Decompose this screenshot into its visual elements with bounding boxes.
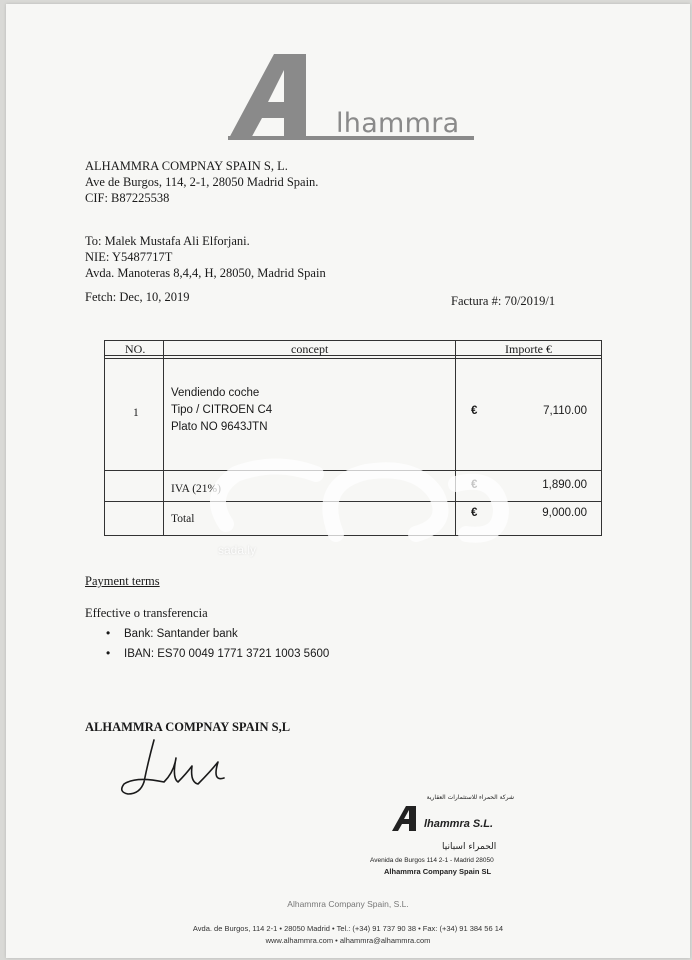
item-number: 1 xyxy=(133,407,139,419)
payment-iban: • IBAN: ES70 0049 1771 3721 1003 5600 xyxy=(106,644,329,664)
stamp-arabic-name: الحمراء اسبانيا xyxy=(442,842,497,852)
footer-company-name: Alhammra Company Spain, S.L. xyxy=(287,899,409,909)
company-cif: CIF: B87225538 xyxy=(85,191,170,205)
company-stamp xyxy=(366,794,526,884)
stamp-logo-icon xyxy=(392,804,422,832)
item-line: Vendiendo coche xyxy=(171,387,260,399)
payment-terms-title: Payment terms xyxy=(85,574,160,588)
iva-currency: € xyxy=(471,479,478,491)
payment-details xyxy=(106,624,329,664)
invoice-table xyxy=(104,340,602,536)
payment-bank: • Bank: Santander bank xyxy=(106,624,329,644)
table-divider xyxy=(163,341,164,535)
table-divider xyxy=(105,501,601,502)
header-concept: concept xyxy=(291,342,329,356)
stamp-name: lhammra S.L. xyxy=(424,818,494,830)
payment-method: Effective o transferencia xyxy=(85,606,208,620)
total-amount: 9,000.00 xyxy=(542,507,587,519)
header-no: NO. xyxy=(125,342,146,356)
recipient-name: To: Malek Mustafa Ali Elforjani. xyxy=(85,234,250,248)
stamp-address: Avenida de Burgos 114 2-1 - Madrid 28050 xyxy=(370,857,494,864)
invoice-date: Fetch: Dec, 10, 2019 xyxy=(85,290,190,304)
table-divider xyxy=(105,358,601,359)
stamp-company: Alhammra Company Spain SL xyxy=(384,867,492,876)
invoice-number: Factura #: 70/2019/1 xyxy=(451,294,556,308)
company-address: Ave de Burgos, 114, 2-1, 28050 Madrid Spain. xyxy=(85,175,319,189)
footer-web: www.alhammra.com • alhammra@alhammra.com xyxy=(265,936,431,945)
logo-text: lhammra xyxy=(336,108,460,139)
recipient-nie: NIE: Y5487717T xyxy=(85,250,173,264)
total-currency: € xyxy=(471,507,478,519)
signature-icon xyxy=(114,732,234,802)
item-line: Plato NO 9643JTN xyxy=(171,421,268,433)
item-amount: 7,110.00 xyxy=(543,405,587,417)
item-description xyxy=(171,385,272,436)
footer-contact: Avda. de Burgos, 114 2-1 • 28050 Madrid • Tel.: (+34) 91 737 90 38 • Fax: (+34) 91 384 56 14 xyxy=(192,924,504,933)
table-divider xyxy=(105,470,601,471)
company-name: ALHAMMRA COMPNAY SPAIN S, L. xyxy=(85,159,288,173)
recipient-address: Avda. Manoteras 8,4,4, H, 28050, Madrid Spain xyxy=(85,266,326,280)
iva-label: IVA (21%) xyxy=(171,483,221,495)
stamp-arabic-header: شركة الحمراء للاستثمارات العقارية xyxy=(426,794,514,801)
iva-amount: 1,890.00 xyxy=(542,479,587,491)
item-line: Tipo / CITROEN C4 xyxy=(171,404,273,416)
header-importe: Importe € xyxy=(505,342,552,356)
total-label: Total xyxy=(171,513,195,525)
watermark-text: sada.ly xyxy=(218,543,257,557)
company-details xyxy=(85,158,318,206)
item-currency: € xyxy=(471,405,478,417)
recipient-details xyxy=(85,233,326,281)
signature-company: ALHAMMRA COMPNAY SPAIN S,L xyxy=(85,720,291,734)
invoice-page xyxy=(6,4,690,958)
table-divider xyxy=(455,341,456,535)
